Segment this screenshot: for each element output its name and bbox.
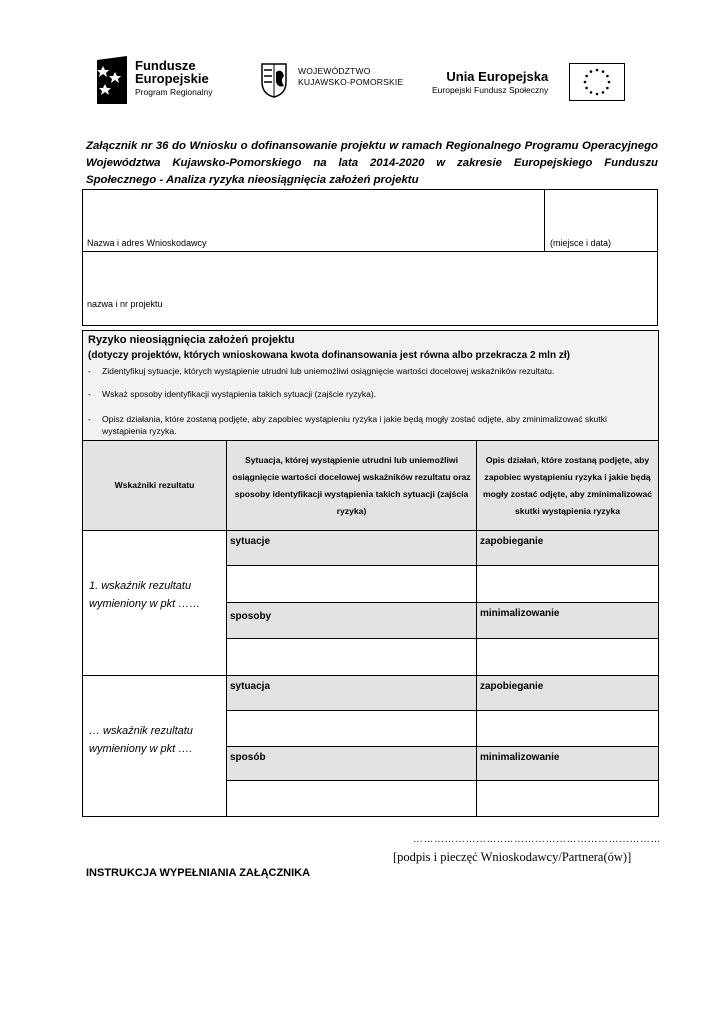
row1-methods-header: sposoby (227, 603, 477, 639)
kp-line2: KUJAWSKO-POMORSKIE (298, 77, 404, 87)
col-header-situation: Sytuacja, której wystąpienie utrudni lub uniemożliwi osiągnięcie wartości docelowej wskaźników rezultatu oraz sposoby identyfikacji wystąpienia takich sytuacji (zajścia ryzyka) (227, 440, 477, 531)
row1-minimize-field[interactable] (477, 639, 658, 676)
project-name-label: nazwa i nr projektu (87, 299, 163, 309)
signature-line: ……………………..……………………………………… (413, 834, 662, 845)
place-date-label: (miejsce i data) (550, 238, 612, 248)
row1-prevention-field[interactable] (477, 566, 658, 603)
row1-methods-field[interactable] (227, 639, 477, 676)
row2-prevention-header: zapobieganie (477, 676, 658, 711)
kujawsko-pomorskie-logo-text (298, 66, 403, 88)
unia-europejska-logo-text (432, 70, 548, 96)
document-title: Załącznik nr 36 do Wniosku o dofinansowanie projektu w ramach Regionalnego Programu Operacyjnego Województwa Kujawsko-Pomorskiego na lata 2014-2020 w zakresie Europejskiego Funduszu Społecznego - Analiza ryzyka nieosiągnięcia założeń projektu (86, 140, 658, 186)
applicant-name-label: Nazwa i adres Wnioskodawcy (87, 238, 207, 248)
row1-minimize-header: minimalizowanie (477, 603, 658, 639)
risk-header (83, 331, 658, 366)
row2-minimize-field[interactable] (477, 781, 658, 816)
col-header-indicators: Wskaźniki rezultatu (83, 440, 227, 531)
risk-instructions: - Zidentyfikuj sytuacje, których wystąpienie utrudni lub uniemożliwi osiągnięcie wartości docelowej wskaźników rezultatu. - Wskaż sposoby identyfikacji wystąpienia takich sytuacji (zajście ryzyka). - Opisz działania, które zostaną podjęte, aby zapobiec wystąpieniu ryzyka i jakie będą mogły zostać odjęte, aby zminimalizować skutki wystąpienia ryzyka. (83, 365, 658, 470)
kujawsko-pomorskie-crest-icon (260, 62, 288, 98)
ue-line2: Europejski Fundusz Społeczny (432, 85, 549, 95)
fe-line3: Program Regionalny (135, 87, 213, 97)
fundusze-europejskie-logo-icon (97, 56, 127, 104)
indicator-2-label: … wskaźnik rezultatu wymieniony w pkt …. (89, 725, 193, 755)
row2-minimize-header: minimalizowanie (477, 747, 658, 781)
row1-situations-header: sytuacje (227, 531, 477, 566)
row2-method-header: sposób (227, 747, 477, 781)
risk-heading: Ryzyko nieosiągnięcia założeń projektu (88, 334, 295, 346)
table-row (83, 676, 227, 816)
risk-subheading: (dotyczy projektów, których wnioskowana kwota dofinansowania jest równa albo przekracza 2 mln zł) (88, 350, 570, 361)
col-header-actions: Opis działań, które zostaną podjęte, aby zapobiec wystąpieniu ryzyka i jakie będą mogły zostać odjęte, aby zminimalizować skutki wystąpienia ryzyka (477, 440, 658, 531)
risk-table (82, 330, 659, 817)
row2-prevention-field[interactable] (477, 711, 658, 747)
fe-line1: Fundusze (135, 58, 196, 73)
eu-flag-icon (569, 63, 625, 101)
row1-situations-field[interactable] (227, 566, 477, 603)
table-row (83, 531, 227, 676)
fe-line2: Europejskie (135, 71, 209, 86)
ue-line1: Unia Europejska (446, 69, 549, 84)
fundusze-europejskie-logo-text (135, 59, 212, 99)
row2-method-field[interactable] (227, 781, 477, 816)
signature-label: [podpis i pieczęć Wnioskodawcy/Partnera(ów)] (393, 850, 632, 864)
applicant-box (82, 189, 658, 326)
instruction-heading: INSTRUKCJA WYPEŁNIANIA ZAŁĄCZNIKA (86, 867, 311, 879)
row2-situation-field[interactable] (227, 711, 477, 747)
row2-situation-header: sytuacja (227, 676, 477, 711)
row1-prevention-header: zapobieganie (477, 531, 658, 566)
kp-line1: WOJEWÓDZTWO (298, 66, 371, 76)
indicator-1-label: 1. wskaźnik rezultatu wymieniony w pkt …… (89, 580, 201, 610)
